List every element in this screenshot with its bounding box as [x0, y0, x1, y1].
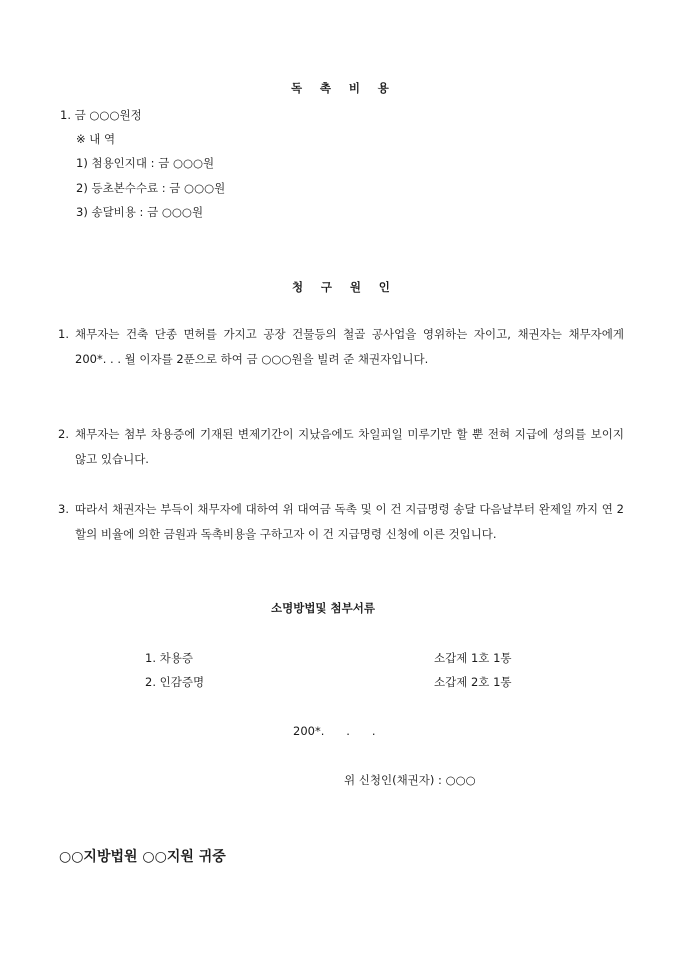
claim-paragraph — [58, 497, 624, 546]
evidence-item-ref: 소갑제 2호 1통 — [434, 675, 512, 689]
cost-item: 1) 첨용인지대 : 금 ○○○원 — [76, 156, 215, 170]
applicant-signature-line: 위 신청인(채권자) : ○○○ — [344, 773, 476, 787]
claim-paragraph — [58, 322, 624, 371]
evidence-item-ref: 소갑제 1호 1통 — [434, 651, 512, 665]
cost-item: 3) 송달비용 : 금 ○○○원 — [76, 205, 204, 219]
cost-item: 2) 등초본수수료 : 금 ○○○원 — [76, 181, 226, 195]
evidence-item-name: 1. 차용증 — [145, 651, 193, 665]
claim-title: 청 구 원 인 — [292, 280, 397, 294]
paragraph-number: 1. — [58, 327, 69, 341]
paragraph-number: 3. — [58, 502, 69, 516]
cost-title: 독 촉 비 용 — [291, 81, 396, 95]
document-date: 200*. . . — [293, 724, 376, 738]
evidence-item-name: 2. 인감증명 — [145, 675, 205, 689]
court-addressee: ○○지방법원 ○○지원 귀중 — [59, 849, 226, 865]
cost-total-line: 1. 금 ○○○원정 — [60, 108, 142, 122]
evidence-title: 소명방법및 첨부서류 — [271, 601, 375, 615]
breakdown-label: ※ 내 역 — [76, 132, 116, 146]
paragraph-text: 채무자는 첨부 차용증에 기재된 변제기간이 지났음에도 차일피일 미루기만 할 뿐 전혀 지급에 성의를 보이지 않고 있습니다. — [75, 427, 624, 466]
paragraph-text: 따라서 채권자는 부득이 채무자에 대하여 위 대여금 독촉 및 이 건 지급명령 송달 다음날부터 완제일 까지 연 2할의 비율에 의한 금원과 독촉비용을 구하고자 이 건 지급명령 신청에 이른 것입니다. — [75, 502, 624, 541]
paragraph-number: 2. — [58, 427, 69, 441]
paragraph-text: 채무자는 건축 단종 면허를 가지고 공장 건물등의 철골 공사업을 영위하는 자이고, 채권자는 채무자에게 200*. . . 월 이자를 2푼으로 하여 금 ○○○원을 빌려 준 채권자입니다. — [75, 327, 624, 366]
claim-paragraph — [58, 422, 624, 471]
